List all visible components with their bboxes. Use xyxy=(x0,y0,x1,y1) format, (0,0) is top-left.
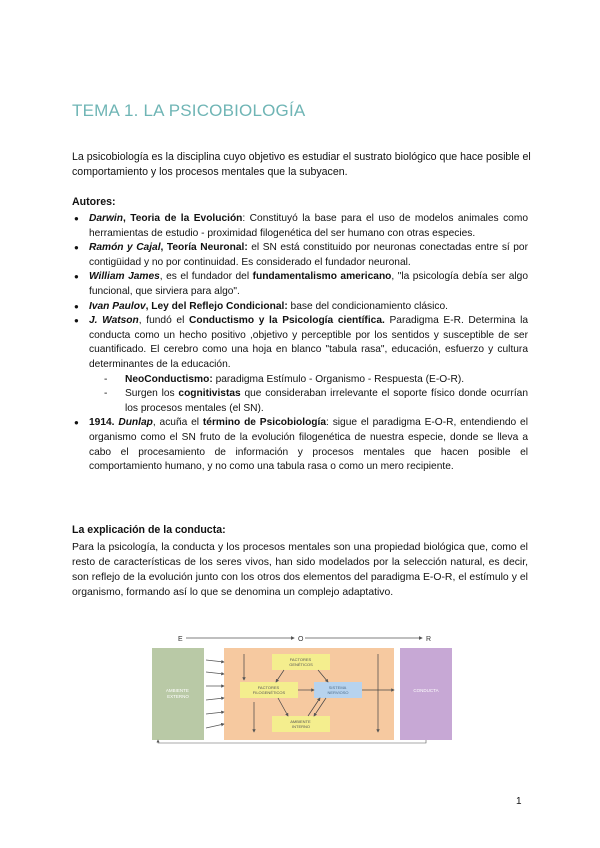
sistema-nervioso-label: SISTEMA NERVIOSO xyxy=(327,685,349,695)
subitem-neoconductismo: - NeoConductismo: paradigma Estímulo - Organismo - Respuesta (E-O-R). xyxy=(89,373,528,388)
conducta-box xyxy=(400,648,452,740)
label-e: E xyxy=(178,636,183,643)
watson-subitems xyxy=(89,373,528,417)
ambiente-externo-label: AMBIENTE EXTERNO xyxy=(165,688,189,699)
author-dunlap: ● 1914. Dunlap, acuña el término de Psicobiología: sigue el paradigma E-O-R, entendiendo el organismo como el SN fruto de la evolución filogenética de nuestra especie, donde se lleva a cabo el procesamiento de información y procesos mentales que hacen posible el comportamiento humano, y no como una tabula rasa o como un mero recipiente. xyxy=(72,416,528,474)
page-number: 1 xyxy=(516,796,522,807)
label-o: O xyxy=(298,636,304,643)
author-james: ● William James, es el fundador del fundamentalismo americano, "la psicología debía ser algo funcional, que sirviera para algo". xyxy=(72,270,528,299)
subitem-cognitivistas: - Surgen los cognitivistas que consideraban irrelevante el soporte físico donde ocurrían los procesos mentales (el SN). xyxy=(89,387,528,416)
conducta-paragraph: Para la psicología, la conducta y los procesos mentales son una propiedad biológica que, como el resto de características de los seres vivos, han sido modelados por la selección natural, es decir, son reflejo de la evolución junto con los otros dos elementos del paradigma E-O-R, el estímulo y el organismo, formando así lo que se denomina un complejo adaptativo. xyxy=(72,542,528,598)
author-paulov: ● Ivan Paulov, Ley del Reflejo Condicional: base del condicionamiento clásico. xyxy=(72,300,528,315)
factores-filogeneticos-label: FACTORES FILOGENÉTICOS xyxy=(252,685,286,695)
intro-paragraph: La psicobiología es la disciplina cuyo objetivo es estudiar el sustrato biológico que hace posible el comportamiento y los procesos mentales que la subyacen. xyxy=(72,151,531,178)
ambiente-interno-label: AMBIENTE INTERNO xyxy=(290,719,311,729)
authors-heading: Autores: xyxy=(72,196,116,208)
author-watson: ● J. Watson, fundó el Conductismo y la Psicología científica. Paradigma E-R. Determina la conducta como un hecho positivo ,objetivo y perceptible por los sentidos y susceptible de ser cuantificado. El cerebro como una hoja en blanco "tabula rasa", educación, esfuerzo y cultura determinantes de la educación. - NeoConductismo: paradigma Estímulo - Organismo - Respuesta (E-O-R). - Surgen los cognitivistas que consideraban irrelevante el soporte físico donde ocurrían los procesos mentales (el SN). xyxy=(72,314,528,416)
eor-diagram xyxy=(148,632,458,744)
label-r: R xyxy=(426,636,432,643)
factores-geneticos-label: FACTORES GENÉTICOS xyxy=(289,657,313,667)
author-cajal: ● Ramón y Cajal, Teoría Neuronal: el SN está constituido por neuronas conectadas entre sí por contigüidad y no por continuidad. Es considerado el fundador neuronal. xyxy=(72,241,528,270)
page-title: TEMA 1. LA PSICOBIOLOGÍA xyxy=(72,101,306,120)
author-darwin: ● Darwin, Teoria de la Evolución: Constituyó la base para el uso de modelos animales como herramientas de estudio - proximidad filogenética del ser humano con otras especies. xyxy=(72,212,528,241)
input-arrows xyxy=(206,660,224,728)
conducta-heading: La explicación de la conducta: xyxy=(72,524,226,536)
conducta-label: CONDUCTA xyxy=(413,688,439,693)
feedback-arrow xyxy=(158,740,426,743)
authors-list xyxy=(72,212,528,475)
